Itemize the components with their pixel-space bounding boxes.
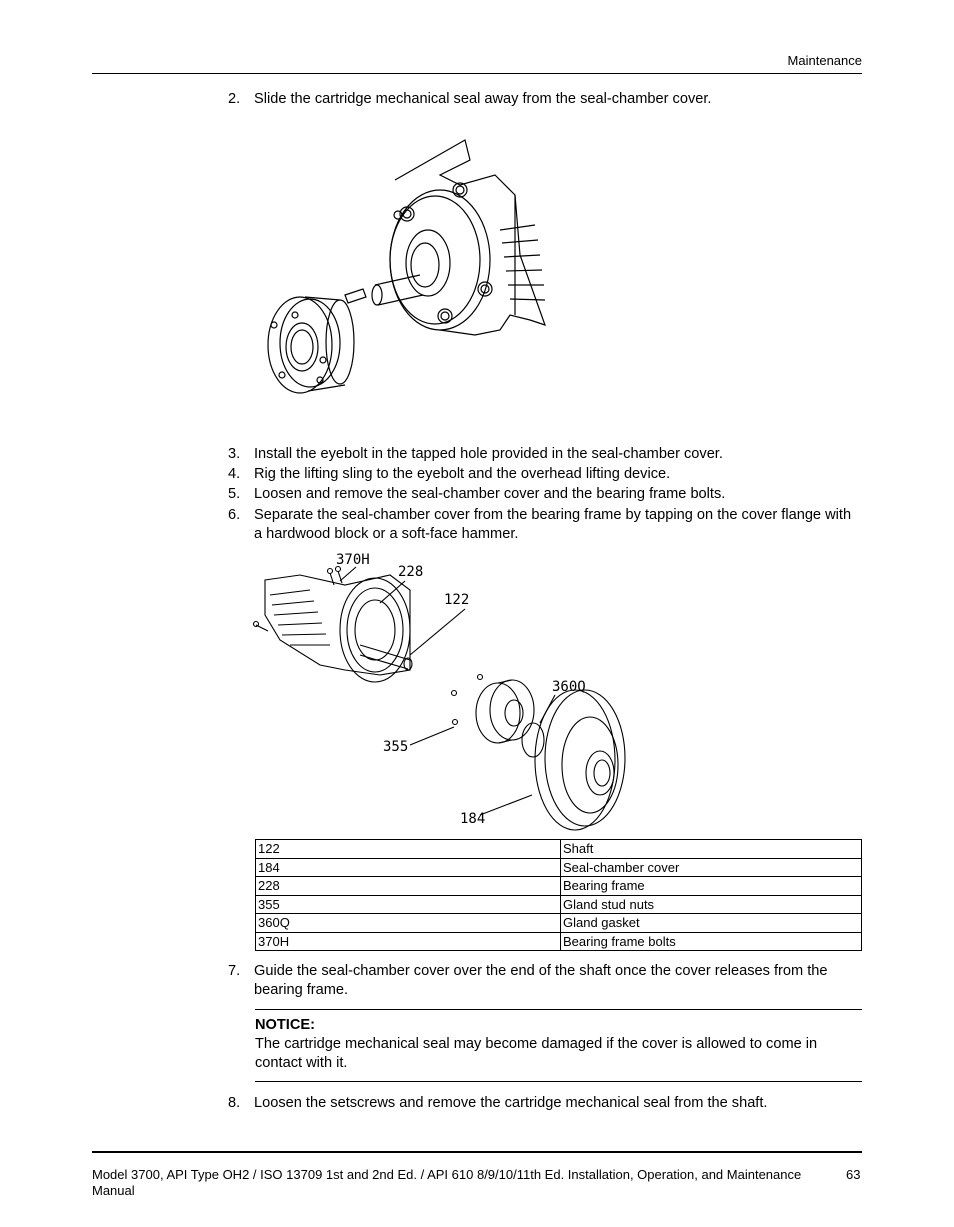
step-text: Guide the seal-chamber cover over the end of the shaft once the cover releases from the bearing frame. (254, 963, 828, 998)
running-header: Maintenance (787, 53, 862, 68)
part-name: Gland gasket (561, 914, 862, 933)
callout-228: 228 (398, 564, 424, 580)
part-name: Bearing frame (561, 877, 862, 896)
exploded-view-illustration (250, 545, 650, 835)
footer-rule (92, 1151, 862, 1153)
callout-184: 184 (460, 811, 486, 827)
step-number: 7. (228, 963, 241, 979)
step-text: Separate the seal-chamber cover from the bearing frame by tapping on the cover flange with a hardwood block or a soft-face hammer. (254, 507, 852, 542)
step-text: Loosen the setscrews and remove the cartridge mechanical seal from the shaft. (254, 1095, 768, 1111)
notice-bottom-rule (255, 1081, 862, 1082)
step-text: Slide the cartridge mechanical seal away from the seal-chamber cover. (254, 91, 712, 107)
part-name: Bearing frame bolts (561, 932, 862, 951)
step-number: 8. (228, 1095, 241, 1111)
notice-top-rule (255, 1009, 862, 1010)
step-number: 3. (228, 446, 241, 462)
part-code: 355 (256, 895, 561, 914)
part-name: Gland stud nuts (561, 895, 862, 914)
step-text: Install the eyebolt in the tapped hole provided in the seal-chamber cover. (254, 446, 723, 462)
header-rule (92, 73, 862, 74)
step-text: Rig the lifting sling to the eyebolt and the overhead lifting device. (254, 466, 671, 482)
table-row (256, 895, 862, 914)
callout-355: 355 (383, 739, 409, 755)
table-row (256, 932, 862, 951)
part-name: Shaft (561, 840, 862, 859)
parts-table (255, 839, 862, 951)
step-number: 2. (228, 91, 241, 107)
part-code: 184 (256, 858, 561, 877)
step-number: 4. (228, 466, 241, 482)
part-code: 360Q (256, 914, 561, 933)
seal-removal-illustration (260, 135, 560, 400)
callout-370H: 370H (336, 552, 370, 568)
table-row (256, 840, 862, 859)
page-number: 63 (846, 1167, 861, 1182)
step-number: 6. (228, 507, 241, 523)
step-number: 5. (228, 486, 241, 502)
part-code: 370H (256, 932, 561, 951)
part-code: 122 (256, 840, 561, 859)
part-code: 228 (256, 877, 561, 896)
callout-360Q: 360Q (552, 679, 586, 695)
part-name: Seal-chamber cover (561, 858, 862, 877)
table-row (256, 914, 862, 933)
callout-122: 122 (444, 592, 470, 608)
notice-title: NOTICE: (255, 1017, 315, 1033)
table-row (256, 877, 862, 896)
notice-body: The cartridge mechanical seal may become damaged if the cover is allowed to come in contact with it. (255, 1036, 818, 1071)
table-row (256, 858, 862, 877)
footer-title: Model 3700, API Type OH2 / ISO 13709 1st and 2nd Ed. / API 610 8/9/10/11th Ed. Installation, Operation, and Maintenance Manual (92, 1167, 802, 1198)
step-text: Loosen and remove the seal-chamber cover and the bearing frame bolts. (254, 486, 726, 502)
